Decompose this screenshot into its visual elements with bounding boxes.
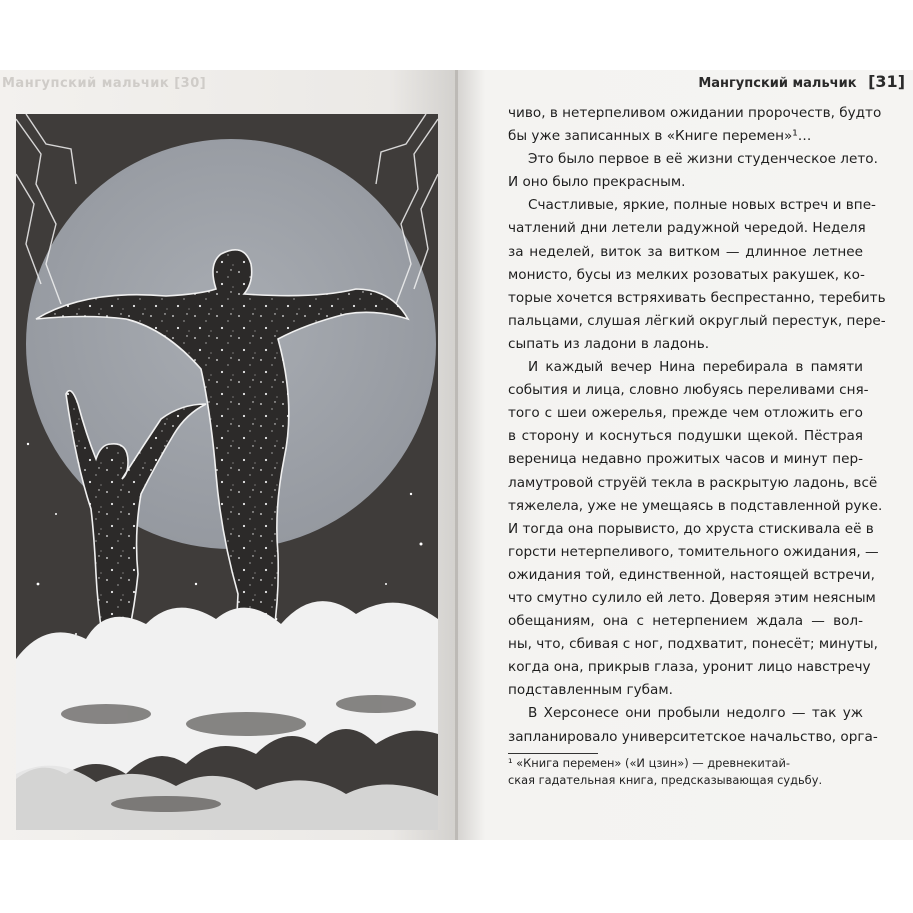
running-head	[698, 72, 905, 91]
text-line: чатлений дни летели радужной чередой. Неделя	[508, 220, 866, 237]
text-line: В Херсонесе они пробыли недолго — так уж	[528, 705, 863, 722]
text-line: вереница недавно прожитых часов и минут пер-	[508, 451, 863, 468]
text-line: события и лица, словно любуясь переливами сня-	[508, 382, 869, 399]
text-line: ны, что, сбивая с ног, подхватит, понесёт; минуты,	[508, 636, 878, 653]
text-line: И оно было прекрасным.	[508, 174, 686, 191]
moon-silhouette-illustration	[16, 114, 438, 830]
text-line: за неделей, виток за витком — длинное летнее	[508, 243, 863, 260]
footnote-line: ¹ «Книга перемен» («И цзин») — древнекитай-	[508, 756, 790, 770]
text-line: ламутровой струёй текла в раскрытую ладонь, всё	[508, 474, 878, 491]
running-head-title: Мангупский мальчик	[698, 76, 857, 91]
text-line: монисто, бусы из мелких розоватых ракушек, ко-	[508, 266, 865, 283]
footnote-line: ская гадательная книга, предсказывающая судьбу.	[508, 773, 823, 787]
body-text	[508, 102, 886, 749]
text-line: И тогда она порывисто, до хруста стискивала её в	[508, 520, 874, 537]
text-line: подставленным губам.	[508, 682, 673, 699]
left-page-header-bleedthrough: Мангупский мальчик [30]	[2, 76, 207, 91]
page-number: [31]	[868, 72, 905, 91]
text-line: горсти нетерпеливого, томительного ожидания, —	[508, 543, 879, 560]
text-line: когда она, прикрыв глаза, уронит лицо навстречу	[508, 659, 871, 676]
text-line: запланировало университетское начальство, орга-	[508, 728, 878, 745]
text-line: обещаниям, она с нетерпением ждала — вол-	[508, 613, 863, 630]
text-line: пальцами, слушая лёгкий округлый перестук, пере-	[508, 312, 886, 329]
text-line: сыпать из ладони в ладонь.	[508, 335, 710, 352]
text-line: того с шеи ожерелья, прежде чем отложить его	[508, 405, 863, 422]
illustration-svg	[16, 114, 438, 830]
book-spread	[0, 70, 913, 840]
text-line: тяжелела, уже не умещаясь в подставленной руке.	[508, 497, 883, 514]
footnote-rule	[508, 753, 598, 754]
text-line: чиво, в нетерпеливом ожидании пророчеств, будто	[508, 105, 882, 121]
left-page	[0, 70, 458, 840]
text-line: что смутно сулило ей лето. Доверяя этим неясным	[508, 589, 876, 606]
text-line: в сторону и коснуться подушки щекой. Пёстрая	[508, 428, 863, 445]
text-line: И каждый вечер Нина перебирала в памяти	[528, 359, 863, 376]
text-line: ожидания той, единственной, настоящей встречи,	[508, 566, 875, 583]
text-line: бы уже записанных в «Книге перемен»¹…	[508, 128, 812, 145]
text-line: Счастливые, яркие, полные новых встреч и впе-	[528, 197, 876, 214]
footnotes	[508, 755, 863, 789]
text-line: торые хочется встряхивать беспрестанно, теребить	[508, 289, 886, 306]
text-line: Это было первое в её жизни студенческое лето.	[528, 151, 878, 168]
